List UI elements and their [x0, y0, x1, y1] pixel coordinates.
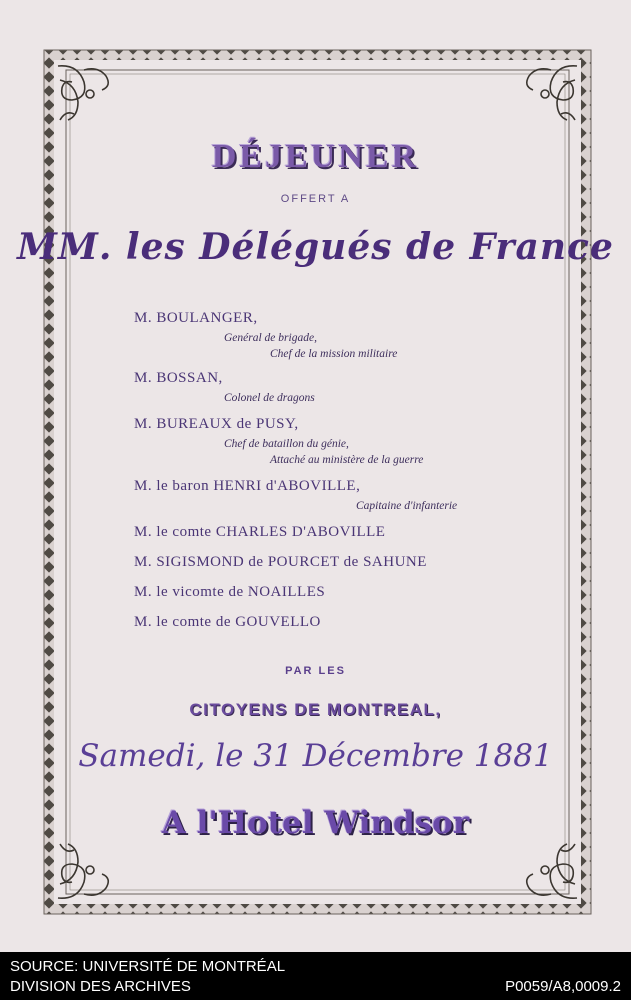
invitee-name: M. le vicomte de NOAILLES [134, 584, 326, 600]
menu-title: DÉJEUNER [211, 138, 420, 175]
invitee-name: M. BOULANGER, [134, 310, 258, 326]
invitee-name: M. le baron HENRI d'ABOVILLE, [134, 478, 361, 494]
guests-heading: MM. les Délégués de France [17, 226, 614, 268]
invitee-list [134, 310, 554, 644]
invitee-title: Genéral de brigade, [224, 332, 317, 344]
invitee-title: Chef de bataillon du génie, [224, 438, 349, 450]
hosts-label: CITOYENS DE MONTREAL, [189, 700, 442, 719]
offered-to-label: OFFERT A [280, 193, 351, 205]
invitee-title: Capitaine d'infanterie [356, 500, 458, 512]
event-date: Samedi, le 31 Décembre 1881 [78, 738, 553, 774]
invitee-title: Chef de la mission militaire [270, 348, 398, 360]
by-label: PAR LES [285, 665, 346, 677]
invitee-name: M. le comte de GOUVELLO [134, 614, 321, 630]
archive-reference: P0059/A8,0009.2 [505, 978, 621, 995]
division-credit: DIVISION DES ARCHIVES [10, 978, 191, 995]
event-venue: A l'Hotel Windsor [161, 805, 470, 841]
source-credit: SOURCE: UNIVERSITÉ DE MONTRÉAL [10, 958, 286, 975]
invitee-title: Attaché au ministère de la guerre [270, 454, 424, 466]
invitee-title: Colonel de dragons [224, 392, 315, 404]
invitee-name: M. SIGISMOND de POURCET de SAHUNE [134, 554, 427, 570]
invitee-name: M. le comte CHARLES D'ABOVILLE [134, 524, 386, 540]
invitee-name: M. BOSSAN, [134, 370, 223, 386]
invitee-name: M. BUREAUX de PUSY, [134, 416, 299, 432]
